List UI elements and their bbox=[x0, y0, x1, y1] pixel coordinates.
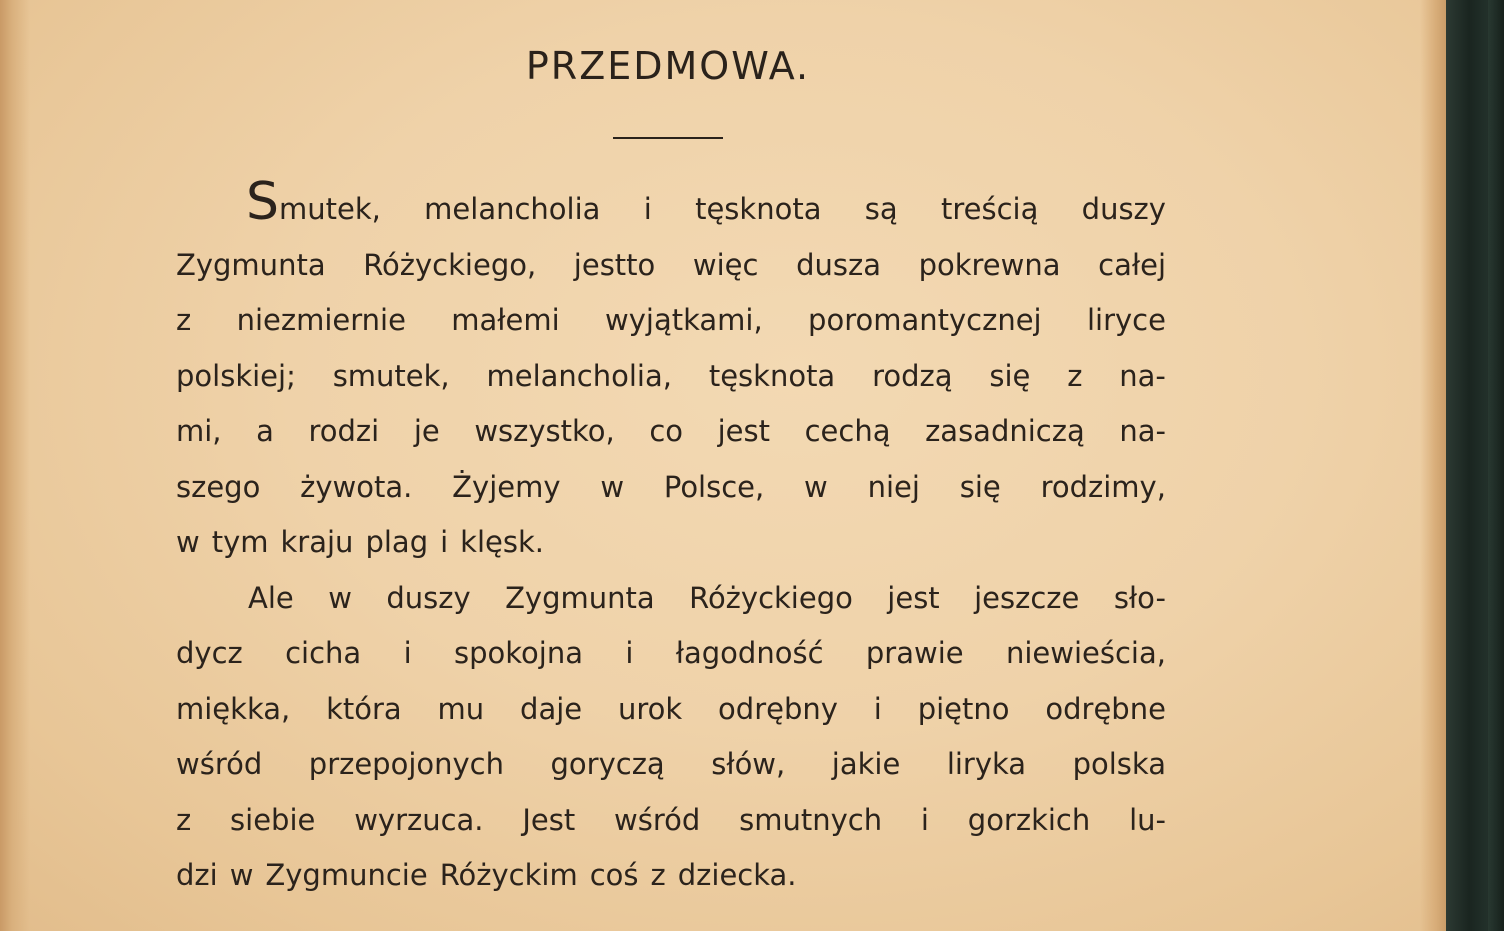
word: Zygmuncie bbox=[265, 858, 428, 892]
word: jest bbox=[717, 414, 770, 448]
word: wszystko, bbox=[474, 414, 615, 448]
word: z bbox=[176, 802, 192, 837]
word: w bbox=[328, 580, 352, 615]
word: Polsce, bbox=[663, 469, 765, 504]
word: urok bbox=[617, 691, 683, 726]
word: w bbox=[804, 469, 828, 504]
word: liryce bbox=[1086, 303, 1166, 337]
word: klęsk. bbox=[460, 525, 544, 559]
word: odrębne bbox=[1045, 691, 1166, 726]
paragraph-1-line-1-text bbox=[279, 182, 1166, 238]
word: odrębny bbox=[718, 691, 838, 726]
word: żywota. bbox=[300, 469, 413, 504]
word: piętno bbox=[917, 691, 1010, 726]
word: się bbox=[989, 358, 1031, 393]
word: Zygmunta bbox=[505, 580, 655, 615]
word: mutek, bbox=[279, 192, 381, 226]
word: tym bbox=[211, 525, 269, 559]
word: i bbox=[920, 802, 929, 837]
word: wyrzuca. bbox=[354, 802, 484, 837]
word: Ale bbox=[248, 580, 294, 615]
word: gorzkich bbox=[967, 802, 1091, 837]
word: łagodność bbox=[675, 636, 824, 670]
word: mu bbox=[437, 691, 485, 726]
word: z bbox=[650, 858, 666, 892]
word: Różyckiego, bbox=[363, 247, 537, 282]
word: polskiej; bbox=[176, 358, 296, 393]
word: co bbox=[649, 414, 684, 448]
word: niewieścia, bbox=[1005, 636, 1166, 670]
paragraph-1-line-6 bbox=[176, 460, 1166, 516]
word: i bbox=[403, 636, 412, 670]
word: i bbox=[440, 525, 449, 559]
word: na- bbox=[1119, 414, 1166, 448]
paragraph-2-line-2 bbox=[176, 626, 1166, 682]
word: więc bbox=[692, 247, 759, 282]
word: Różyckim bbox=[439, 858, 578, 892]
word: dycz bbox=[176, 636, 243, 670]
word: cicha bbox=[285, 636, 362, 670]
word: duszy bbox=[1081, 192, 1166, 226]
word: jest bbox=[887, 580, 940, 615]
paragraph-2-line-6 bbox=[176, 848, 1166, 904]
paragraph-2-line-4 bbox=[176, 737, 1166, 793]
word: jestto bbox=[573, 247, 656, 282]
word: i bbox=[873, 691, 882, 726]
word: daje bbox=[520, 691, 583, 726]
word: treścią bbox=[940, 192, 1039, 226]
word: i bbox=[625, 636, 634, 670]
word: je bbox=[413, 414, 440, 448]
word: i bbox=[643, 192, 652, 226]
word: tęsknota bbox=[695, 192, 822, 226]
word: Żyjemy bbox=[452, 469, 561, 504]
word: coś bbox=[589, 858, 639, 892]
word: duszy bbox=[386, 580, 471, 615]
title-divider bbox=[613, 137, 723, 139]
word: dziecka. bbox=[677, 858, 797, 892]
word: siebie bbox=[230, 802, 316, 837]
word: prawie bbox=[865, 636, 964, 670]
word: słów, bbox=[711, 747, 786, 781]
body-text bbox=[176, 172, 1166, 904]
word: dusza bbox=[796, 247, 881, 282]
paragraph-1-line-3 bbox=[176, 293, 1166, 349]
word: rodzi bbox=[308, 414, 380, 448]
word: smutek, bbox=[332, 358, 450, 393]
word: w bbox=[229, 858, 254, 892]
word: Różyckiego bbox=[689, 580, 853, 615]
word: kraju bbox=[280, 525, 354, 559]
word: w bbox=[600, 469, 625, 504]
word: a bbox=[256, 414, 274, 448]
word: liryka bbox=[946, 747, 1027, 781]
paragraph-1-line-5 bbox=[176, 404, 1166, 460]
word: która bbox=[326, 691, 402, 726]
word: wyjątkami, bbox=[605, 303, 763, 337]
word: małemi bbox=[451, 303, 560, 337]
word: rodzą bbox=[872, 358, 953, 393]
word: mi, bbox=[176, 414, 222, 448]
page-gutter-shadow bbox=[0, 0, 30, 931]
word: smutnych bbox=[739, 802, 883, 837]
word: z bbox=[176, 303, 192, 337]
paragraph-1-line-1 bbox=[176, 172, 1166, 238]
paragraph-1-line-7 bbox=[176, 515, 1166, 571]
word: zasadniczą bbox=[925, 414, 1085, 448]
word: na- bbox=[1119, 358, 1166, 393]
page-title: PRZEDMOWA. bbox=[525, 44, 811, 88]
paragraph-2-line-5 bbox=[176, 793, 1166, 849]
paragraph-2-line-1 bbox=[176, 571, 1166, 627]
word: miękka, bbox=[176, 691, 291, 726]
paragraph-1-line-2 bbox=[176, 238, 1166, 294]
word: melancholia, bbox=[486, 358, 672, 393]
word: całej bbox=[1098, 247, 1166, 282]
word: Zygmunta bbox=[176, 247, 326, 282]
paragraph-1-line-4 bbox=[176, 349, 1166, 405]
drop-cap: S bbox=[246, 172, 280, 232]
word: niezmiernie bbox=[236, 303, 406, 337]
word: goryczą bbox=[550, 747, 665, 781]
word: w bbox=[176, 525, 200, 559]
word: szego bbox=[176, 469, 261, 504]
word: się bbox=[959, 469, 1001, 504]
word: jakie bbox=[831, 747, 901, 781]
word: melancholia bbox=[424, 192, 601, 226]
word: wśród bbox=[614, 802, 701, 837]
word: rodzimy, bbox=[1040, 469, 1166, 504]
paragraph-2-line-3 bbox=[176, 682, 1166, 738]
word: Jest bbox=[522, 802, 576, 837]
word: cechą bbox=[804, 414, 891, 448]
word: przepojonych bbox=[308, 747, 504, 781]
word: niej bbox=[867, 469, 920, 504]
word: wśród bbox=[176, 747, 263, 781]
word: sło- bbox=[1113, 580, 1166, 615]
word: pokrewna bbox=[918, 247, 1061, 282]
word: polska bbox=[1072, 747, 1166, 781]
book-cover-sheen bbox=[1488, 0, 1504, 931]
word: jeszcze bbox=[974, 580, 1080, 615]
word: dzi bbox=[176, 858, 218, 892]
word: tęsknota bbox=[708, 358, 836, 393]
word: lu- bbox=[1129, 802, 1166, 837]
word: spokojna bbox=[454, 636, 583, 670]
word: z bbox=[1067, 358, 1083, 393]
word: plag bbox=[365, 525, 429, 559]
word: poromantycznej bbox=[808, 303, 1042, 337]
page-edge-shadow bbox=[1420, 0, 1446, 931]
word: są bbox=[864, 192, 898, 226]
